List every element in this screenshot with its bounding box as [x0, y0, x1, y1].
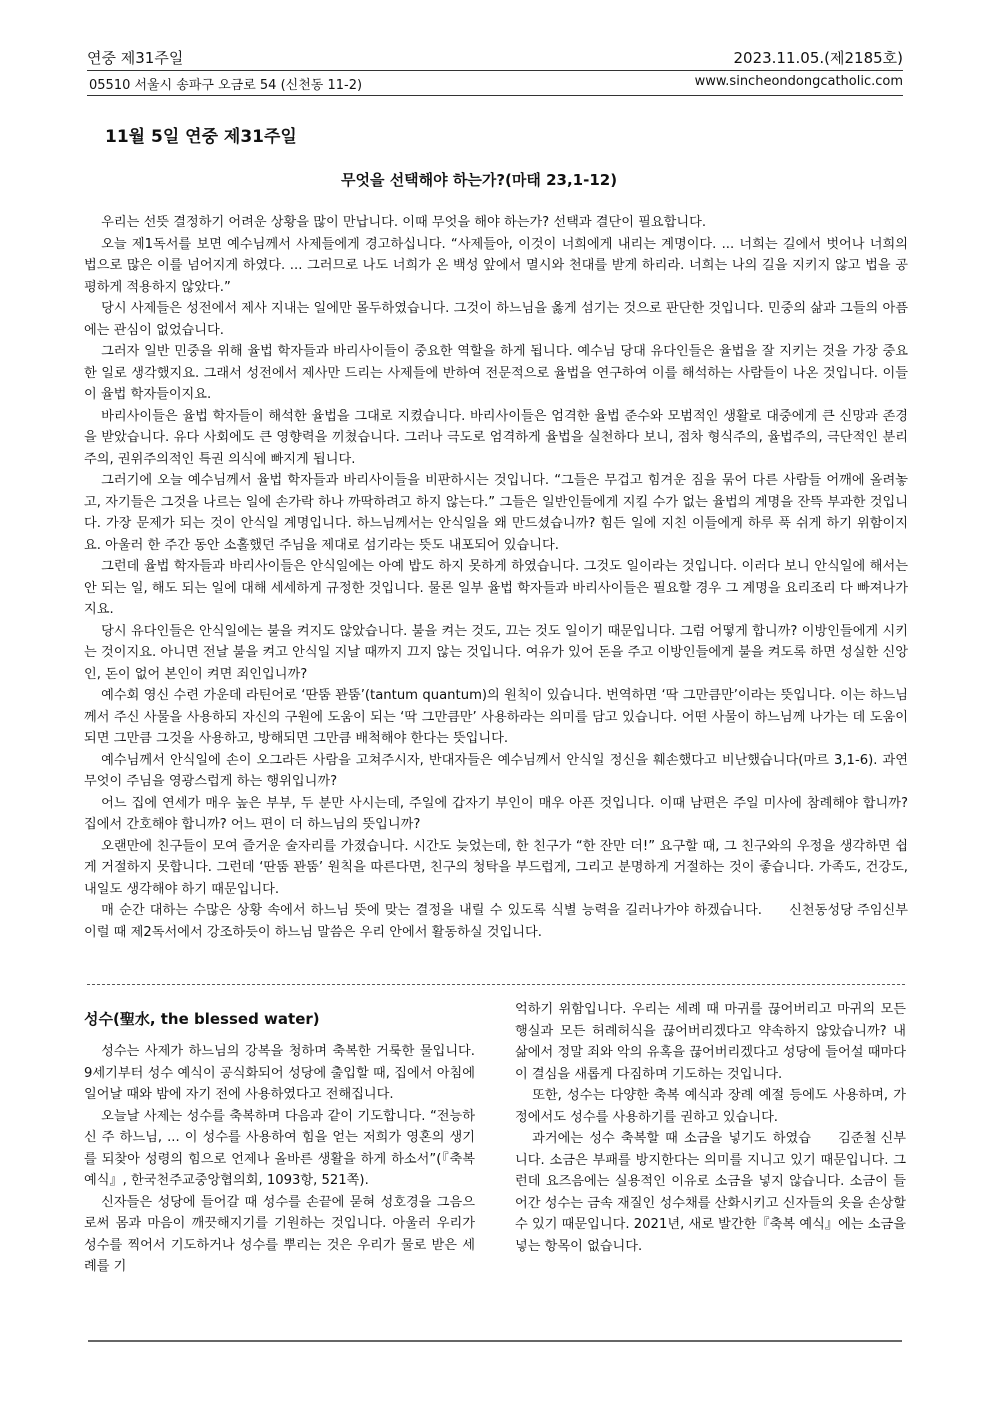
column-paragraph: 성수는 사제가 하느님의 강복을 청하며 축복한 거룩한 물입니다. 9세기부터 성수 예식이 공식화되어 성당에 출입할 때, 집에서 아침에 일어날 때와 밤에 자기 전에 사용하였다고 전해집니다.	[84, 1044, 475, 1102]
section-title: 성수(聖水, the blessed water)	[84, 1010, 320, 1028]
section-divider	[87, 984, 905, 985]
liturgical-week: 연중 제31주일	[87, 49, 184, 67]
issue-date: 2023.11.05.(제2185호)	[733, 49, 903, 67]
main-heading: 11월 5일 연중 제31주일	[105, 127, 297, 147]
address: 05510 서울시 송파구 오금로 54 (신천동 11-2)	[89, 78, 363, 93]
article-paragraph: 예수님께서 안식일에 손이 오그라든 사람을 고쳐주시자, 반대자들은 예수님께서 안식일 정신을 훼손했다고 비난했습니다(마르 3,1-6). 과연 무엇이 주님을 영광스럽게 하는 행위입니까?	[84, 752, 908, 789]
article-paragraph: 오늘 제1독서를 보면 예수님께서 사제들에게 경고하십니다. “사제들아, 이것이 너희에게 내리는 계명이다. ... 너희는 길에서 벗어나 너희의 법으로 많은 이를 넘어지게 하였다. ... 그러므로 나도 너희가 온 백성 앞에서 멸시와 천대를 받게 하리라. 너희는 나의 길을 지키지 않고 법을 공평하게 적용하지 않았다.”	[84, 236, 908, 295]
main-article	[84, 212, 908, 943]
article-paragraph: 당시 유다인들은 안식일에는 불을 켜지도 않았습니다. 불을 켜는 것도, 끄는 것도 일이기 때문입니다. 그럼 어떻게 합니까? 이방인들에게 시키는 것이지요. 아니면 전날 불을 켜고 안식일 지날 때까지 끄지 않는 것입니다. 여유가 있어 돈을 주고 이방인들에게 불을 켜도록 하면 성실한 신앙인, 돈이 없어 본인이 켜면 죄인입니까?	[84, 623, 908, 682]
column-paragraph-last	[515, 1128, 906, 1257]
main-subtitle: 무엇을 선택해야 하는가?(마태 23,1-12)	[341, 171, 618, 189]
header-rule-bottom	[87, 95, 903, 96]
header-sub	[87, 74, 903, 94]
article-paragraph: 당시 사제들은 성전에서 제사 지내는 일에만 몰두하였습니다. 그것이 하느님을 옳게 섬기는 것으로 판단한 것입니다. 민중의 삶과 그들의 아픔에는 관심이 없었습니다.	[84, 301, 908, 338]
article-paragraph: 오랜만에 친구들이 모여 즐거운 술자리를 가졌습니다. 시간도 늦었는데, 한 친구가 “한 잔만 더!” 요구할 때, 그 친구와의 우정을 생각하면 쉽게 거절하지 못합니다. 그런데 ‘딴뚬 꽌뚬’ 원칙을 따른다면, 친구의 청탁을 부드럽게, 그리고 분명하게 거절하는 것이 좋습니다. 가족도, 건강도, 내일도 생각해야 하기 때문입니다.	[84, 838, 908, 897]
article-paragraph-last	[84, 900, 908, 943]
website-link[interactable]: www.sincheondongcatholic.com	[694, 74, 903, 89]
article-paragraph: 그런데 율법 학자들과 바리사이들은 안식일에는 아예 밥도 하지 못하게 하였습니다. 그것도 일이라는 것입니다. 이러다 보니 안식일에 해서는 안 되는 일, 해도 되는 일에 대해 세세하게 규정한 것입니다. 물론 일부 율법 학자들과 바리사이들은 필요할 경우 그 계명을 요리조리 다 빠져나가지요.	[84, 559, 908, 617]
author-signature: 신천동성당 주임신부	[789, 903, 908, 918]
column-author-signature: 김준철 신부	[838, 1131, 906, 1146]
header-rule	[87, 70, 903, 71]
article-paragraph-text: 매 순간 대하는 수많은 상황 속에서 하느님 뜻에 맞는 결정을 내릴 수 있도록 식별 능력을 길러나가야 하겠습니다. 이럴 때 제2독서에서 강조하듯이 하느님 말씀은 우리 안에서 활동하실 것입니다.	[84, 903, 762, 940]
page-header	[87, 44, 903, 70]
left-column	[84, 1041, 475, 1278]
right-column	[515, 999, 906, 1257]
column-paragraph: 신자들은 성당에 들어갈 때 성수를 손끝에 묻혀 성호경을 그음으로써 몸과 마음이 깨끗해지기를 기원하는 것입니다. 아울러 우리가 성수를 찍어서 기도하거나 성수를 뿌리는 것은 우리가 물로 받은 세례를 기	[84, 1194, 475, 1274]
article-paragraph: 어느 집에 연세가 매우 높은 부부, 두 분만 사시는데, 주일에 갑자기 부인이 매우 아픈 것입니다. 이때 남편은 주일 미사에 참례해야 합니까? 집에서 간호해야 합니까? 어느 편이 더 하느님의 뜻입니까?	[84, 795, 908, 832]
article-paragraph: 그러자 일반 민중을 위해 율법 학자들과 바리사이들이 중요한 역할을 하게 됩니다. 예수님 당대 유다인들은 율법을 잘 지키는 것을 가장 중요한 일로 생각했지요. 그래서 성전에서 제사만 드리는 사제들에 반하여 전문적으로 율법을 연구하여 이를 해석하는 사람들이 나온 것입니다. 이들이 율법 학자들이지요.	[84, 344, 908, 402]
footer-rule	[88, 1340, 902, 1342]
column-paragraph: 억하기 위함입니다. 우리는 세례 때 마귀를 끊어버리고 마귀의 모든 행실과 모든 허례허식을 끊어버리겠다고 약속하지 않았습니까? 내 삶에서 정말 죄와 악의 유혹을 끊어버리겠다고 성당에 들어설 때마다 이 결심을 새롭게 다짐하며 기도하는 것입니다.	[515, 1002, 906, 1082]
article-paragraph: 예수회 영신 수련 가운데 라틴어로 ‘딴뚬 꽌뚬’(tantum quantum)의 원칙이 있습니다. 번역하면 ‘딱 그만큼만’이라는 뜻입니다. 이는 하느님께서 주신 사물을 사용하되 자신의 구원에 도움이 되는 ‘딱 그만큼만’ 사용하라는 의미를 담고 있습니다. 어떤 사물이 하느님께 나가는 데 도움이 되면 그만큼 그것을 사용하고, 방해되면 그만큼 배척해야 한다는 뜻입니다.	[84, 688, 908, 746]
column-paragraph: 오늘날 사제는 성수를 축복하며 다음과 같이 기도합니다. “전능하신 주 하느님, ... 이 성수를 사용하여 힘을 얻는 저희가 영혼의 생기를 되찾아 성령의 힘으로 언제나 올바른 생활을 하게 하소서”(『축복 예식』, 한국천주교중앙협의회, 1093항, 521쪽).	[84, 1108, 475, 1188]
article-paragraph: 바리사이들은 율법 학자들이 해석한 율법을 그대로 지켰습니다. 바리사이들은 엄격한 율법 준수와 모범적인 생활로 대중에게 큰 신망과 존경을 받았습니다. 유다 사회에도 큰 영향력을 끼쳤습니다. 그러나 극도로 엄격하게 율법을 실천하다 보니, 점차 형식주의, 율법주의, 극단적인 분리주의, 권위주의적인 특권 의식에 빠지게 됩니다.	[84, 408, 908, 467]
column-paragraph: 또한, 성수는 다양한 축복 예식과 장례 예절 등에도 사용하며, 가정에서도 성수를 사용하기를 권하고 있습니다.	[515, 1088, 906, 1125]
article-paragraph: 그러기에 오늘 예수님께서 율법 학자들과 바리사이들을 비판하시는 것입니다. “그들은 무겁고 힘겨운 짐을 묶어 다른 사람들 어깨에 올려놓고, 자기들은 그것을 나르는 일에 손가락 하나 까딱하려고 하지 않는다.” 그들은 일반인들에게 지킬 수가 없는 율법의 계명을 잔뜩 부과한 것입니다. 가장 문제가 되는 것이 안식일 계명입니다. 하느님께서는 안식일을 왜 만드셨습니까? 힘든 일에 지친 이들에게 하루 푹 쉬게 하기 위함이지요. 아울러 한 주간 동안 소홀했던 주님을 제대로 섬기라는 뜻도 내포되어 있습니다.	[84, 473, 908, 553]
article-paragraph: 우리는 선뜻 결정하기 어려운 상황을 많이 만납니다. 이때 무엇을 해야 하는가? 선택과 결단이 필요합니다.	[101, 215, 707, 230]
column-paragraph-text: 과거에는 성수 축복할 때 소금을 넣기도 하였습니다. 소금은 부패를 방지한다는 의미를 지니고 있기 때문입니다. 그런데 요즈음에는 실용적인 이유로 소금을 넣지 않습니다. 소금이 들어간 성수는 금속 재질인 성수채를 산화시키고 신자들의 옷을 손상할 수 있기 때문입니다. 2021년, 새로 발간한『축복 예식』에는 소금을 넣는 항목이 없습니다.	[515, 1131, 906, 1254]
